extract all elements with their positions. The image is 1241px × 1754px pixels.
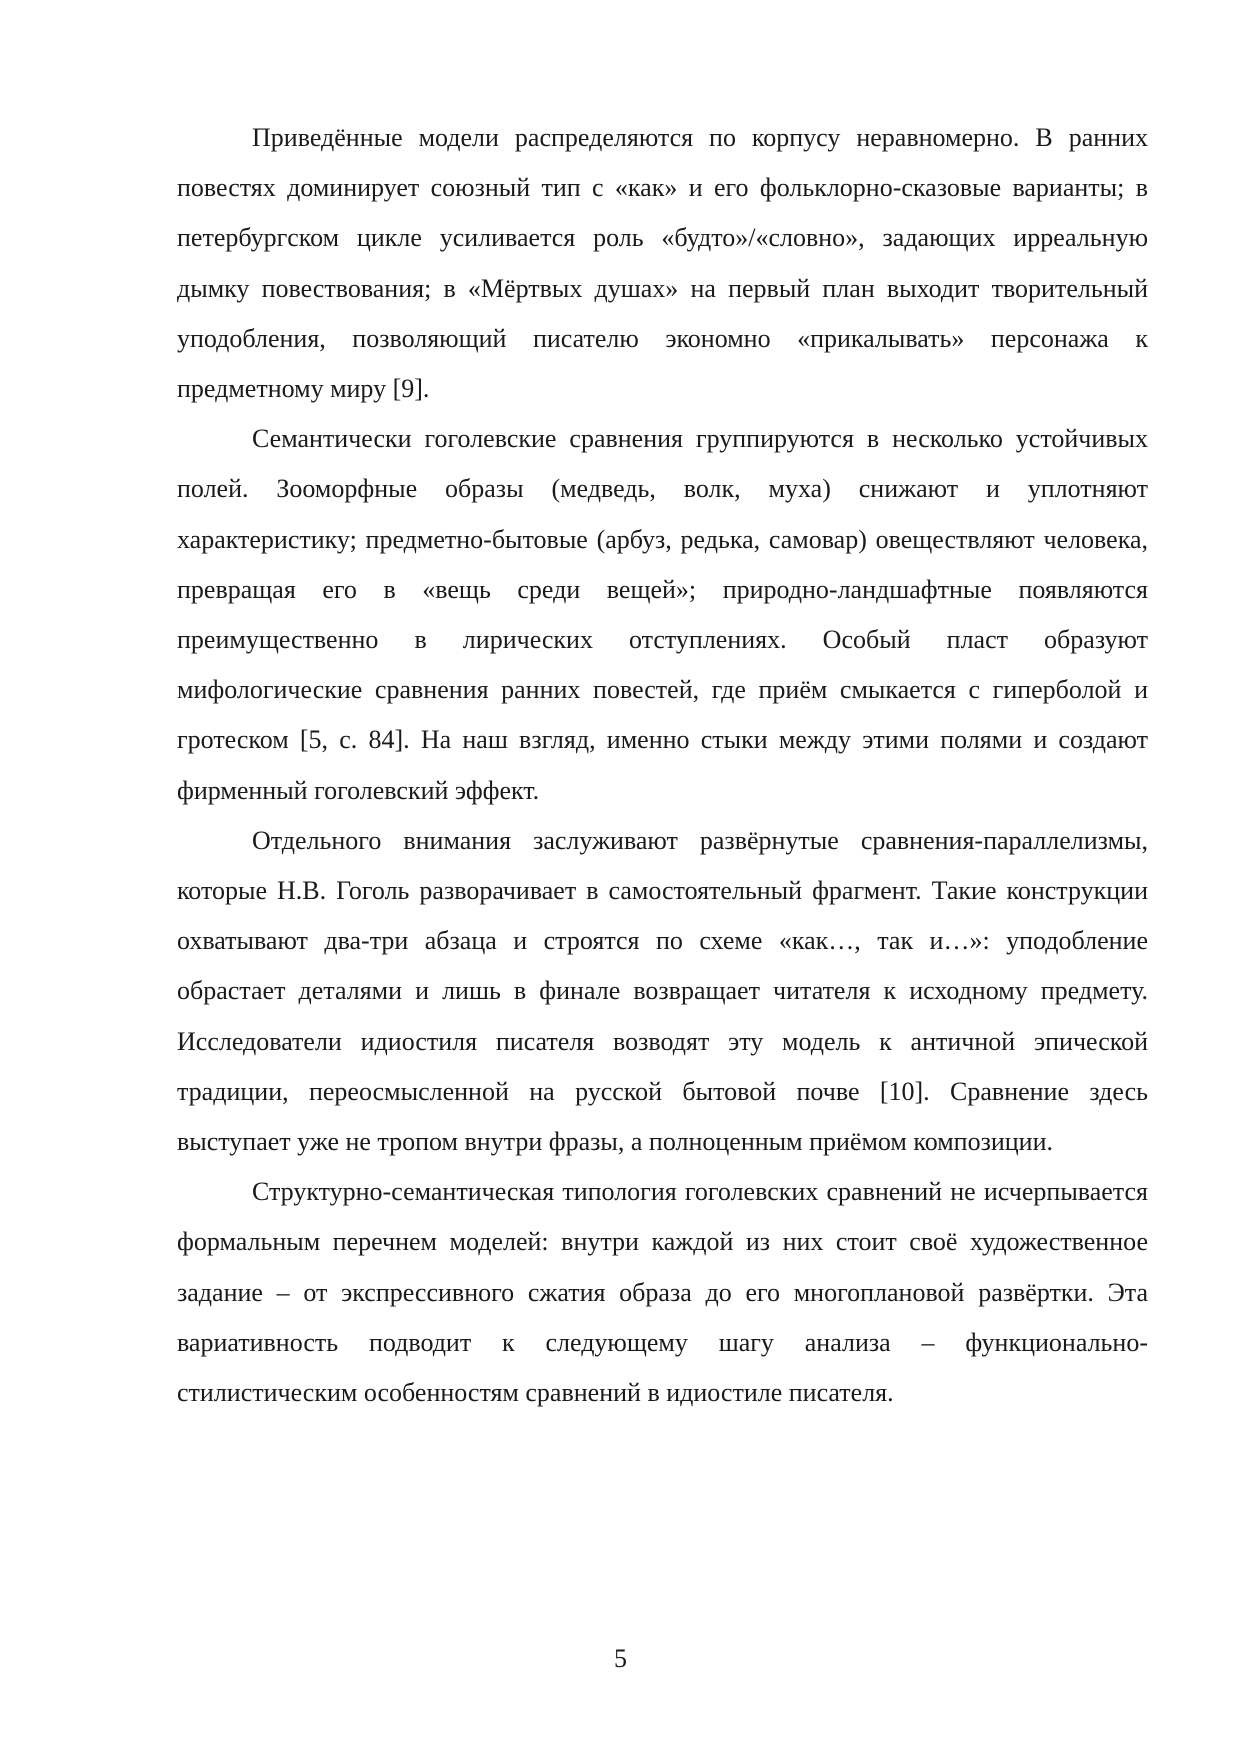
paragraph-3: Отдельного внимания заслуживают развёрнутые сравнения-параллелизмы, которые Н.В. Гоголь разворачивает в самостоятельный фрагмент. Такие конструкции охватывают два-три абзаца и строятся по схеме «как…, так и…»: уподобление обрастает деталями и лишь в финале возвращает читателя к исходному предмету. Исследователи идиостиля писателя возводят эту модель к античной эпической традиции, переосмысленной на русской бытовой почве [10]. Сравнение здесь выступает уже не тропом внутри фразы, а полноценным приёмом композиции. bbox=[177, 825, 1148, 1157]
paragraph-4: Структурно-семантическая типология гоголевских сравнений не исчерпывается формальным перечнем моделей: внутри каждой из них стоит своё художественное задание – от экспрессивного сжатия образа до его многоплановой развёртки. Эта вариативность подводит к следующему шагу анализа – функционально-стилистическим особенностям сравнений в идиостиле писателя. bbox=[177, 1177, 1148, 1408]
paragraph-2: Семантически гоголевские сравнения группируются в несколько устойчивых полей. Зооморфные образы (медведь, волк, муха) снижают и уплотняют характеристику; предметно-бытовые (арбуз, редька, самовар) овеществляют человека, превращая его в «вещь среди вещей»; природно-ландшафтные появляются преимущественно в лирических отступлениях. Особый пласт образуют мифологические сравнения ранних повестей, где приём смыкается с гиперболой и гротеском [5, с. 84]. На наш взгляд, именно стыки между этими полями и создают фирменный гоголевский эффект. bbox=[177, 424, 1148, 805]
body-text bbox=[177, 113, 1148, 1418]
paragraph-1: Приведённые модели распределяются по корпусу неравномерно. В ранних повестях доминирует союзный тип с «как» и его фольклорно-сказовые варианты; в петербургском цикле усиливается роль «будто»/«словно», задающих ирреальную дымку повествования; в «Мёртвых душах» на первый план выходит творительный уподобления, позволяющий писателю экономно «прикалывать» персонажа к предметному миру [9]. bbox=[177, 123, 1148, 404]
page-number: 5 bbox=[614, 1644, 627, 1673]
